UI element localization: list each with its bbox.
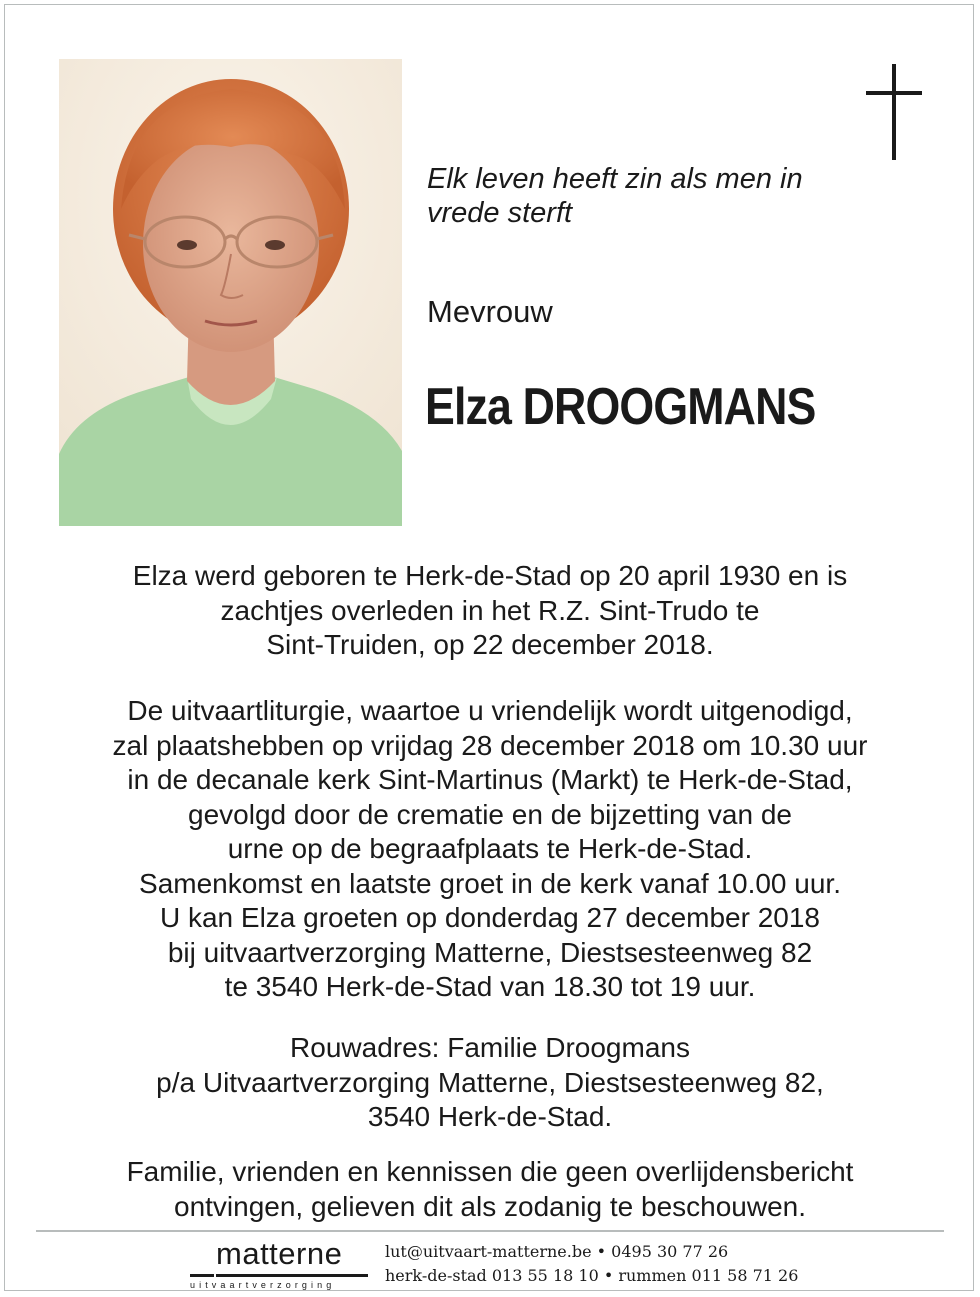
deceased-name: Elza DROOGMANS [425,378,816,436]
text-line: Rouwadres: Familie Droogmans [290,1032,690,1063]
quote [427,162,847,230]
title-honorific: Mevrouw [427,294,553,329]
birth-death-paragraph [40,559,940,663]
text-line: bij uitvaartverzorging Matterne, Diestsesteenweg 82 [167,936,813,968]
text-line: te 3540 Herk-de-Stad van 18.30 tot 19 uur. [224,971,756,1002]
text-line: in de decanale kerk Sint-Martinus (Markt) te Herk-de-Stad, [127,764,853,795]
text-line: gevolgd door de crematie en de bijzetting van de [188,798,792,830]
quote-line-2: vrede sterft [427,197,573,229]
text-line: 3540 Herk-de-Stad. [367,1101,613,1132]
text-line: Elza werd geboren te Herk-de-Stad op 20 april 1930 en is [132,560,848,591]
contact-line-2: herk-de-stad 013 55 18 10 • rummen 011 58 71 26 [385,1266,799,1285]
logo-subtitle: uitvaartverzorging [190,1280,336,1290]
logo-bar [190,1274,214,1277]
text-line: Sint-Truiden, op 22 december 2018. [266,629,714,660]
text-line: urne op de begraafplaats te Herk-de-Stad. [227,833,753,864]
contact-info [385,1240,798,1288]
portrait-photo [59,59,402,526]
text-line: p/a Uitvaartverzorging Matterne, Diestsesteenweg 82, [156,1066,824,1098]
text-line: zal plaatshebben op vrijdag 28 december 2018 om 10.30 uur [112,729,868,761]
text-line: Familie, vrienden en kennissen die geen overlijdensbericht [126,1156,854,1187]
contact-line-1: lut@uitvaart-matterne.be • 0495 30 77 26 [385,1242,729,1261]
funeral-details-paragraph [40,694,940,1005]
text-line: De uitvaartliturgie, waartoe u vriendelijk wordt uitgenodigd, [127,695,853,726]
matterne-logo [190,1236,368,1290]
mourning-address-paragraph [40,1031,940,1135]
cross-icon [866,64,922,160]
logo-bar [216,1274,368,1277]
text-line: U kan Elza groeten op donderdag 27 december 2018 [159,902,821,933]
text-line: ontvingen, gelieven dit als zodanig te beschouwen. [174,1190,806,1222]
notice-paragraph [40,1155,940,1224]
text-line: zachtjes overleden in het R.Z. Sint-Trudo te [220,594,760,626]
logo-wordmark: matterne [216,1236,343,1271]
footer-divider [36,1230,944,1232]
text-line: Samenkomst en laatste groet in de kerk vanaf 10.00 uur. [139,867,841,899]
quote-line-1: Elk leven heeft zin als men in [427,163,803,195]
